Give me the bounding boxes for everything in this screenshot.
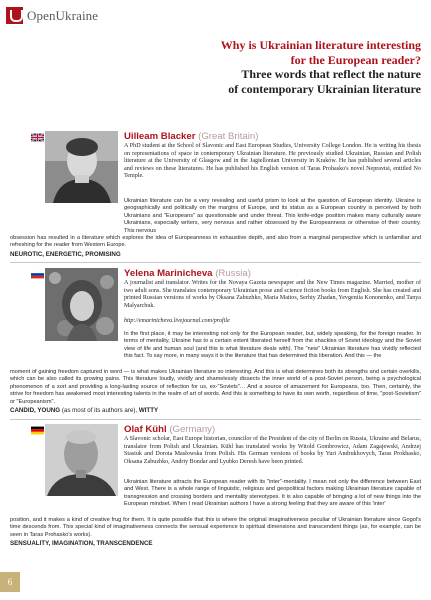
author-name-text: Olaf Kühl: [124, 424, 167, 435]
page-number: 6: [0, 572, 20, 592]
page-headline: [151, 38, 421, 96]
three-words-text: CANDID, YOUNG: [10, 407, 61, 414]
author-photo-marinicheva: [45, 268, 118, 341]
answer-text-blacker-cont: obsession has resulted in a literature which explores the idea of Europeanness in exhaustive depth, and also from a marginal perspective which is unfamiliar and refreshing for the reader from Western Europe.: [10, 235, 421, 249]
three-words-blacker: NEUROTIC, ENERGETIC, PROMISING: [10, 251, 121, 258]
author-photo-kuhl: [45, 424, 118, 496]
openukraine-logo-icon: [6, 7, 23, 24]
brand-logo: [6, 7, 98, 24]
author-name-marinicheva: [124, 268, 251, 279]
uk-flag-icon: [31, 133, 44, 142]
author-profile-link[interactable]: http://emarinicheva.livejournal.com/profile: [124, 318, 230, 324]
brand-name: OpenUkraine: [27, 7, 99, 23]
germany-flag-icon: [31, 426, 44, 435]
author-name-text: Uilleam Blacker: [124, 131, 196, 142]
headline-line-2: for the European reader?: [290, 52, 421, 67]
headline-line-1: Why is Ukrainian literature interesting: [220, 38, 421, 52]
answer-text-kuhl: Ukrainian literature attracts the European reader with its "inter"-mentality. I mean not only the difference between East and West. There is a whole range of linguistic, religious and geopolitical factors making Ukrainian literature capable of transgression and crossing borders and mentality stereotypes. It is also capable of bringing a lot of new things into the European mindset. When I read Ukrainian authors I have a strong feeling that they are aware of this 'inter': [124, 479, 421, 508]
three-words-kuhl: SENSUALITY, IMAGINATION, TRANSCENDENCE: [10, 540, 153, 547]
answer-text-kuhl-cont: position, and it makes a kind of creative frug for them. It is quite possible that this is where the original imaginativeness peculiar of Ukrainian literature since Gogol's time descends from. This special kind of imaginativeness connects the sensual experience to spiritual dimensions and transcendent things (as, for example, can be seen in Taras Prohasko's works).: [10, 517, 421, 538]
author-country: (Russia): [215, 268, 251, 279]
author-country: (Germany): [169, 424, 216, 435]
author-bio-blacker: A PhD student at the School of Slavonic and East European Studies, University College London. He is writing his thesis on representations of space in contemporary Ukrainian literature. He previously studied Ukrainian, Russian and Polish literature at the University of Glasgow and in the Jagiellonian University in Kraków. He has published several articles and reviews on these literatures. He has published his English version of Taras Prohasko's novel Nepravtsi, entitled No Temple.: [124, 143, 421, 180]
headline-line-3: Three words that reflect the nature: [241, 67, 421, 81]
section-divider: [10, 262, 421, 263]
headline-line-4: of contemporary Ukrainian literature: [228, 81, 421, 96]
author-bio-marinicheva: A journalist and translator. Writes for the Novaya Gazeta newspaper and the New Times magazine. Married, mother of two adult sons. She translates contemporary Ukrainian prose and science fiction books from English. She has created and printed Russian versions of works by Oksana Zabuzhko, Maria Matios, Serhiy Zhadan, Yevgeniia Kononenko, and Tanya Malyarchuk.: [124, 280, 421, 309]
section-divider: [10, 419, 421, 420]
three-words-end: WITTY: [138, 407, 159, 414]
answer-text-marinicheva-cont: moment of gaining freedom captured in word — is what makes Ukrainian literature so interesting. And this is what determines both its strengths and certain overkills, which can be also called its growing pains. This literature loudly, vividly and shamelessly dissects the inner world of a post-Soviet person, being a psychological phenomenon of a sort and providing a long-lasting source of reflection for us, ex-"Soviets"… And a source of amazement for Europeans, too. Then, certainly, the strive for freedom has awakened most interesting talents in the realm of art of words. And this is something to have its own worth, regardless of time, "post-Sovietism" or "Europeanism".: [10, 369, 421, 405]
answer-text-marinicheva: In the first place, it may be interesting not only for the European reader, but, widely speaking, for the foreign reader. In terms of mentality, Ukraine has to a certain extent liberated herself from the shackles of Soviet ideology and the Soviet view of life and human soul (and this is what literature deals with). The "new" Ukrainian literature has vividly reflected this fact. To say more, in many ways it is the literature that has determined this liberation. And this — the: [124, 331, 421, 360]
russia-flag-icon: [31, 270, 44, 279]
author-name-text: Yelena Marinicheva: [124, 268, 213, 279]
author-country: (Great Britain): [198, 131, 259, 142]
author-bio-kuhl: A Slavonic scholar, East Europe historian, councilor of the President of the city of Berlin on Russia, Ukraine and Belarus, translator from Polish and Ukrainian. Kühl has translated works by Witold Gombrowicz, Adam Zagajewski, Andrzej Stasiuk and Dorota Masłowska from Polish. His German versions of books by Yuri Andrukhovych, Taras Prokhasko, Oksana Zabuzhko, Andriy Bondar and Lyubko Deresh have been printed.: [124, 436, 421, 465]
author-name-kuhl: [124, 424, 215, 435]
three-words-note: (as most of its authors are),: [61, 407, 138, 414]
author-photo-blacker: [45, 131, 118, 203]
author-name-blacker: [124, 131, 258, 142]
answer-text-blacker: Ukrainian literature can be a very revealing and useful prism to look at the question of European identity. Ukraine is geographically and politically on the margins of Europe, and its status as a European country is perceived by both Ukrainians and "Europeans" as questionable and under threat. This knife-edge position makes many culturally aware Ukrainians, especially writers, very nervous and rather obsessed by the Europeanness or otherwise of their country. This nervous: [124, 198, 421, 234]
three-words-marinicheva: [10, 407, 158, 414]
